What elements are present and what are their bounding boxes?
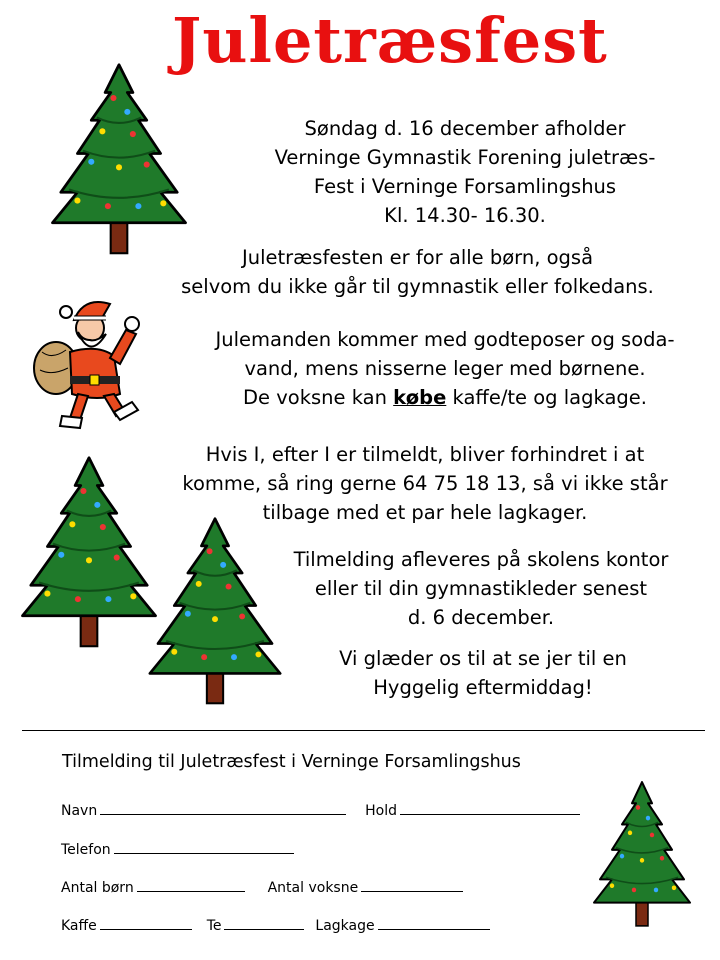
text-line: Julemanden kommer med godteposer og soda- — [215, 328, 675, 351]
antal-voksne-label: Antal voksne — [267, 880, 359, 896]
text-line: Vi glæder os til at se jer til en — [339, 647, 627, 670]
antal-voksne-field[interactable] — [361, 879, 463, 892]
text-line: komme, så ring gerne 64 75 18 13, så vi ikke står — [182, 472, 668, 495]
text-line: tilbage med et par hele lagkager. — [262, 501, 588, 524]
text-line: Hvis I, efter I er tilmeldt, bliver forhindret i at — [205, 443, 645, 466]
navn-label: Navn — [61, 803, 98, 819]
form-row — [61, 802, 580, 819]
text-line: Juletræsfesten er for alle børn, også — [241, 246, 594, 269]
lagkage-label: Lagkage — [315, 918, 375, 934]
text-line: eller til din gymnastikleder senest — [314, 577, 648, 600]
text-line — [180, 383, 710, 412]
emphasis-buy: købe — [393, 386, 447, 409]
te-label: Te — [206, 918, 222, 934]
page-title: Juletræsfest — [172, 4, 608, 77]
text-line: Tilmelding afleveres på skolens kontor — [293, 548, 669, 571]
registration-note — [262, 545, 700, 632]
te-field[interactable] — [224, 917, 304, 930]
text-line: vand, mens nisserne leger med børnene. — [244, 357, 646, 380]
text-line: Fest i Verninge Forsamlingshus — [313, 175, 617, 198]
text-fragment: kaffe/te og lagkage. — [446, 386, 647, 409]
form-title: Tilmelding til Juletræsfest i Verninge Forsamlingshus — [62, 752, 521, 772]
event-intro — [230, 114, 700, 230]
form-row — [61, 841, 294, 858]
navn-field[interactable] — [100, 802, 346, 815]
santa-note — [180, 325, 710, 412]
santa-claus-icon — [22, 290, 146, 434]
hold-label: Hold — [365, 803, 397, 819]
text-line: Verninge Gymnastik Forening juletræs- — [274, 146, 656, 169]
text-line: selvom du ikke går til gymnastik eller folkedans. — [181, 275, 654, 298]
cancellation-note — [140, 440, 710, 527]
audience-note — [140, 243, 695, 301]
telefon-label: Telefon — [61, 842, 111, 858]
telefon-field[interactable] — [114, 841, 294, 854]
text-fragment: De voksne kan — [243, 386, 394, 409]
lagkage-field[interactable] — [378, 917, 490, 930]
cut-line-divider — [22, 730, 705, 731]
closing-note — [318, 644, 648, 702]
christmas-tree-icon — [146, 516, 284, 706]
christmas-tree-icon — [592, 780, 692, 928]
form-row — [61, 917, 490, 934]
christmas-tree-icon — [18, 455, 160, 649]
hold-field[interactable] — [400, 802, 580, 815]
kaffe-label: Kaffe — [61, 918, 97, 934]
christmas-tree-icon — [48, 62, 190, 256]
text-line: Søndag d. 16 december afholder — [304, 117, 626, 140]
antal-born-field[interactable] — [137, 879, 245, 892]
text-line: Hyggelig eftermiddag! — [373, 676, 593, 699]
kaffe-field[interactable] — [100, 917, 192, 930]
form-row — [61, 879, 463, 896]
text-line: Kl. 14.30- 16.30. — [384, 204, 546, 227]
antal-born-label: Antal børn — [61, 880, 134, 896]
text-line: d. 6 december. — [407, 606, 555, 629]
